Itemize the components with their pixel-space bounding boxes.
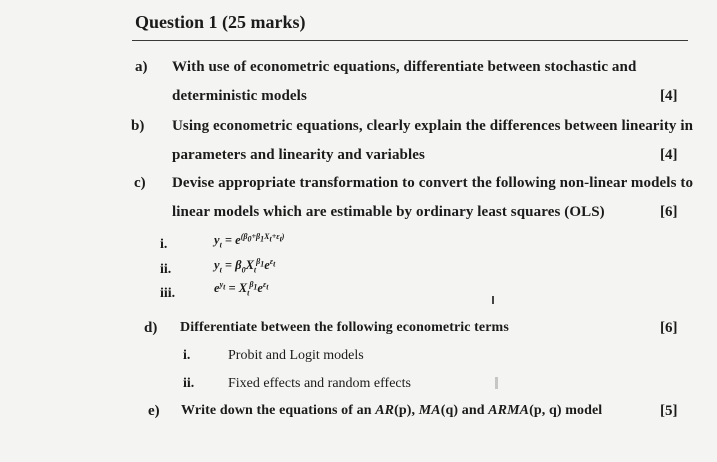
part-e-ma: MA xyxy=(418,403,441,418)
part-d-marks: [6] xyxy=(660,320,678,336)
part-e-ar-arg: (p), xyxy=(394,403,416,418)
part-e-text xyxy=(181,403,602,419)
part-a-text-line2: deterministic models xyxy=(172,88,307,104)
part-c-label: c) xyxy=(134,175,146,191)
part-d-label: d) xyxy=(144,320,158,336)
equation-c-iii: $e^{y_t} = X_t^{\beta_1}e^{\varepsilon_t}$ xyxy=(214,280,269,298)
part-b-text-line1: Using econometric equations, clearly explain the differences between linearity in xyxy=(172,118,694,134)
part-a-marks: [4] xyxy=(660,88,678,104)
stray-mark-2 xyxy=(495,377,498,389)
part-e-text-start: Write down the equations of an xyxy=(181,403,372,418)
part-d-text: Differentiate between the following econometric terms xyxy=(180,320,509,335)
part-e-arma: ARMA xyxy=(488,403,530,418)
equation-c-i: $y_t = e^{(\beta_0+\beta_1X_t+\varepsilon_t)}$ xyxy=(214,232,285,250)
title-divider xyxy=(132,40,688,41)
equation-c-ii: $y_t = \beta_0X_t^{\beta_1}e^{\varepsilon_t}$ xyxy=(214,257,276,275)
part-c-item-ii-number: ii. xyxy=(160,262,172,277)
part-e-text-end: model xyxy=(565,403,603,418)
part-c-text-line2: linear models which are estimable by ordinary least squares (OLS) xyxy=(172,204,605,220)
part-d-item-ii-number: ii. xyxy=(183,376,195,391)
part-b-marks: [4] xyxy=(660,147,678,163)
part-c-text-line1: Devise appropriate transformation to convert the following non-linear models to xyxy=(172,175,694,191)
stray-mark xyxy=(492,296,494,304)
part-e-label: e) xyxy=(148,403,160,419)
part-e-marks: [5] xyxy=(660,403,678,419)
part-b-label: b) xyxy=(131,118,145,134)
part-a-label: a) xyxy=(135,59,148,75)
part-a-text-line1: With use of econometric equations, differentiate between stochastic and xyxy=(172,59,637,75)
part-d-item-ii-text: Fixed effects and random effects xyxy=(228,376,411,391)
part-e-ma-arg: (q) xyxy=(440,403,459,418)
part-d-item-i-number: i. xyxy=(183,348,191,363)
part-e-ar: AR xyxy=(375,403,395,418)
part-e-arma-arg: (p, q) xyxy=(529,403,562,418)
part-b-text-line2: parameters and linearity and variables xyxy=(172,147,425,163)
part-e-and: and xyxy=(461,403,485,418)
question-title: Question 1 (25 marks) xyxy=(135,12,306,32)
part-c-marks: [6] xyxy=(660,204,678,220)
part-c-item-iii-number: iii. xyxy=(160,286,176,301)
part-d-item-i-text: Probit and Logit models xyxy=(228,348,364,363)
part-c-item-i-number: i. xyxy=(160,237,168,252)
